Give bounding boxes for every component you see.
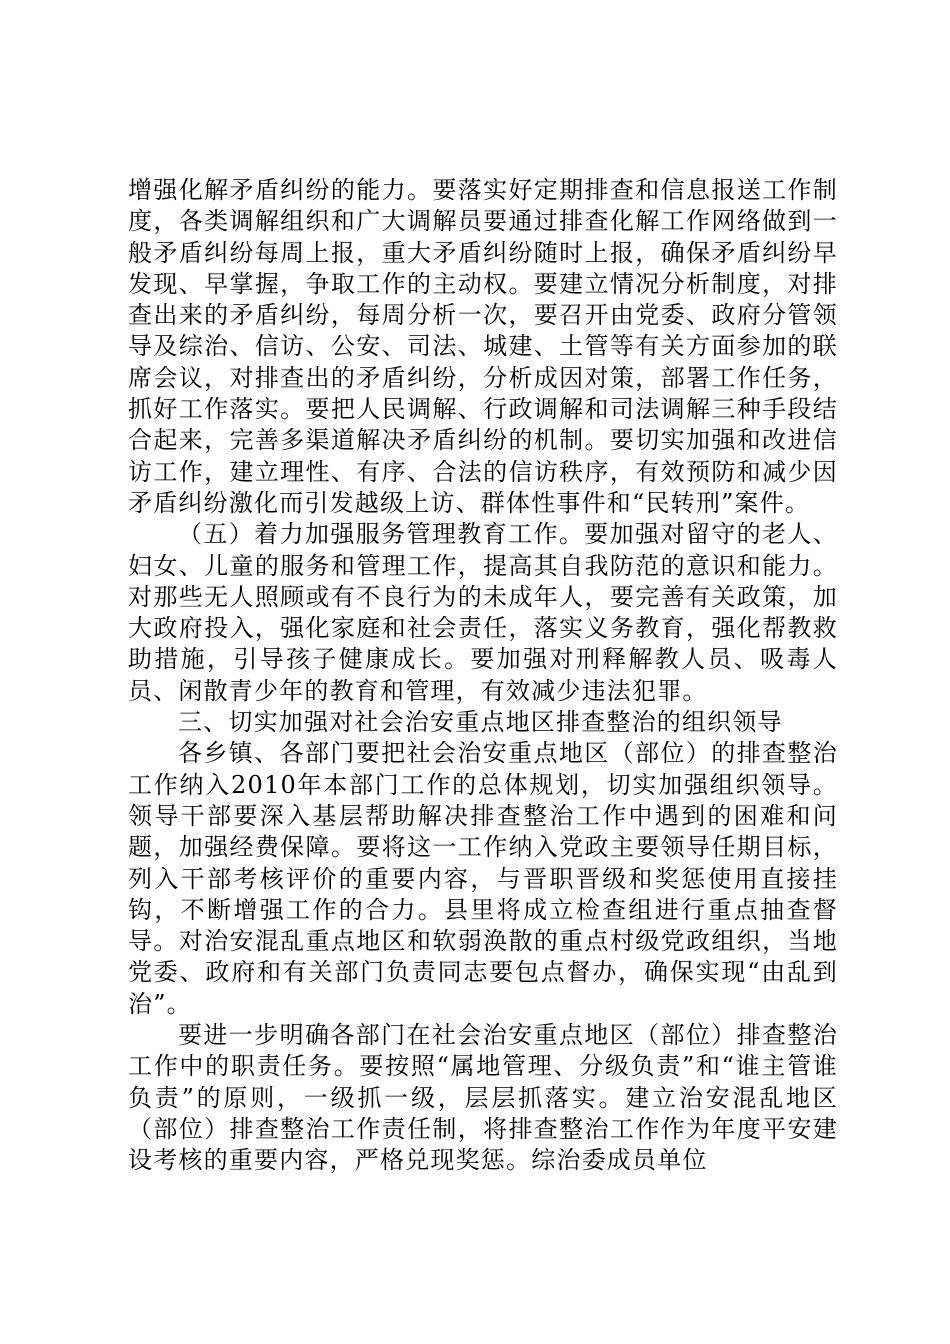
- document-body: [128, 175, 838, 1177]
- paragraph-organization-leadership: 各乡镇、各部门要把社会治安重点地区（部位）的排查整治工作纳入2010年本部门工作的总体规划，切实加强组织领导。领导干部要深入基层帮助解决排查整治工作中遇到的困难和问题，加强经费保障。要将这一工作纳入党政主要领导任期目标，列入干部考核评价的重要内容，与晋职晋级和奖惩使用直接挂钩，不断增强工作的合力。县里将成立检查组进行重点抽查督导。对治安混乱重点地区和软弱涣散的重点村级党政组织，当地党委、政府和有关部门负责同志要包点督办，确保实现“由乱到治”。: [128, 739, 838, 1018]
- paragraph-dispute-resolution: 增强化解矛盾纠纷的能力。要落实好定期排查和信息报送工作制度，各类调解组织和广大调解员要通过排查化解工作网络做到一般矛盾纠纷每周上报，重大矛盾纠纷随时上报，确保矛盾纠纷早发现、早掌握，争取工作的主动权。要建立情况分析制度，对排查出来的矛盾纠纷，每周分析一次，要召开由党委、政府分管领导及综治、信访、公安、司法、城建、土管等有关方面参加的联席会议，对排查出的矛盾纠纷，分析成因对策，部署工作任务，抓好工作落实。要把人民调解、行政调解和司法调解三种手段结合起来，完善多渠道解决矛盾纠纷的机制。要切实加强和改进信访工作，建立理性、有序、合法的信访秩序，有效预防和减少因矛盾纠纷激化而引发越级上访、群体性事件和“民转刑”案件。: [128, 176, 838, 517]
- paragraph-service-management: （五）着力加强服务管理教育工作。要加强对留守的老人、妇女、儿童的服务和管理工作，提高其自我防范的意识和能力。对那些无人照顾或有不良行为的未成年人，要完善有关政策，加大政府投入，强化家庭和社会责任，落实义务教育，强化帮教救助措施，引导孩子健康成长。要加强对刑释解教人员、吸毒人员、闲散青少年的教育和管理，有效减少违法犯罪。: [128, 520, 838, 705]
- paragraph-responsibilities: 要进一步明确各部门在社会治安重点地区（部位）排查整治工作中的职责任务。要按照“属地管理、分级负责”和“谁主管谁负责”的原则，一级抓一级，层层抓落实。建立治安混乱地区（部位）排查整治工作责任制，将排查整治工作作为年度平安建设考核的重要内容，严格兑现奖惩。综治委成员单位: [128, 1021, 838, 1175]
- section-heading-three: 三、切实加强对社会治安重点地区排查整治的组织领导: [178, 708, 783, 737]
